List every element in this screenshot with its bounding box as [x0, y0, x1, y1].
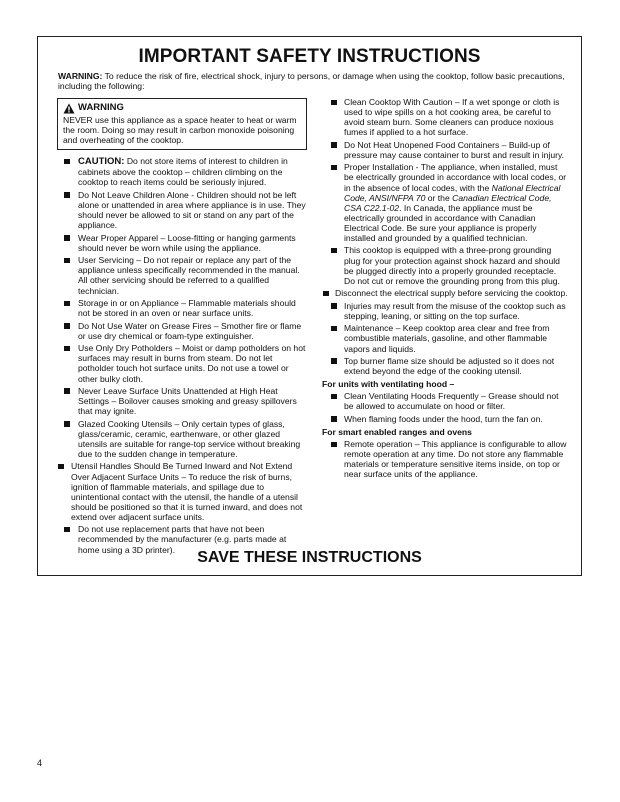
bullet-icon [331, 416, 337, 422]
smart-section-heading: For smart enabled ranges and ovens [322, 426, 472, 437]
warning-heading [63, 103, 300, 114]
list-item [322, 301, 568, 321]
hood-section-heading: For units with ventilating hood – [322, 379, 455, 390]
list-item-text: Wear Proper Apparel – Loose-fitting or hanging garments should never be worn while using the appliance. [78, 232, 296, 253]
right-column [322, 97, 568, 482]
list-item-text: Do not use replacement parts that have not been recommended by the manufacturer (e.g. parts made at home using a 3D printer). [78, 524, 287, 555]
list-item [57, 461, 307, 522]
list-item [322, 439, 568, 479]
list-item-text: Clean Ventilating Hoods Frequently – Grease should not be allowed to accumulate on hood or filter. [344, 391, 559, 412]
warning-box [57, 98, 307, 150]
bullet-icon [64, 192, 70, 198]
list-item-text: Remote operation – This appliance is configurable to allow remote operation at any time. Do not store any flammable materials or temperature sensitive items inside, on top or near surface units of the appliance. [344, 439, 567, 480]
bullet-icon [64, 235, 70, 241]
safety-instructions-frame [37, 36, 582, 576]
bullet-icon [331, 303, 337, 309]
bullet-icon [331, 142, 337, 148]
list-item [322, 323, 568, 353]
left-column [57, 98, 307, 557]
list-item [57, 321, 307, 341]
warning-triangle-icon [63, 103, 75, 114]
list-item [322, 288, 568, 298]
list-item-text: Do Not Heat Unopened Food Containers – Build-up of pressure may cause container to burst and result in injury. [344, 139, 565, 160]
smart-list [322, 439, 568, 479]
bullet-icon [58, 464, 64, 470]
bullet-icon [331, 442, 337, 448]
list-item-text: Maintenance – Keep cooktop area clear and free from combustible materials, gasoline, and other flammable vapors and liquids. [344, 323, 550, 354]
list-item [57, 190, 307, 230]
list-item [57, 156, 307, 187]
save-instructions-heading: SAVE THESE INSTRUCTIONS [197, 549, 422, 566]
page-title: IMPORTANT SAFETY INSTRUCTIONS [138, 46, 481, 67]
bullet-icon [64, 301, 70, 307]
hood-list [322, 391, 568, 424]
list-item [57, 386, 307, 416]
caution-label: CAUTION: [78, 156, 125, 168]
list-item [57, 419, 307, 459]
intro-warning-text: To reduce the risk of fire, electrical shock, injury to persons, or damage when using the cooktop, follow basic precautions, including the following: [58, 71, 565, 92]
bullet-icon [64, 258, 70, 264]
list-item [322, 140, 568, 160]
list-item-text: When flaming foods under the hood, turn the fan on. [344, 413, 543, 424]
list-item-text: User Servicing – Do not repair or replace any part of the appliance unless specifically recommended in the manual. All other servicing should be referred to a qualified technician. [78, 255, 300, 296]
bullet-icon [64, 527, 70, 533]
bullet-icon [64, 346, 70, 352]
page-number: 4 [37, 758, 43, 768]
installation-text-2: or the [425, 192, 453, 203]
installation-code-2: Canadian Electrical Code, CSA C22.1-02 [344, 192, 552, 213]
left-list [57, 156, 307, 554]
list-item-text: Top burner flame size should be adjusted so it does not extend beyond the edge of the cooking utensil. [344, 355, 555, 377]
list-item-text: Storage in or on Appliance – Flammable materials should not be stored in an oven or near surface units. [78, 298, 296, 319]
bullet-icon [331, 326, 337, 332]
bullet-icon [331, 394, 337, 400]
list-item [57, 255, 307, 295]
bullet-icon [64, 388, 70, 394]
intro-warning-label: WARNING: [58, 71, 103, 81]
list-item-text: This cooktop is equipped with a three-prong grounding plug for your protection against shock hazard and should be plugged directly into a properly grounded receptacle. Do not cut or remove the grounding prong from this plug. [344, 245, 560, 286]
list-item-text: Utensil Handles Should Be Turned Inward and Not Extend Over Adjacent Surface Units – To reduce the risk of burns, ignition of flammable materials, and spillage due to unintentional contact with the utensil, the handle of a utensil should be positioned so that it is turned inward, and does not extend over adjacent surface units. [71, 461, 303, 522]
bullet-icon [64, 421, 70, 427]
installation-code-1: National Electrical Code, ANSI/NFPA 70 [344, 182, 561, 203]
installation-text-3: . In Canada, the appliance must be electrically grounded in accordance with Canadian Electrical Code. Be sure your appliance is properly installed and grounded by a qualified technician. [344, 202, 537, 243]
list-item-text: Do not store items of interest to children in cabinets above the cooktop – children climbing on the cooktop to reach items could be seriously injured. [78, 156, 288, 188]
list-item [322, 391, 568, 411]
list-item-text: Do Not Use Water on Grease Fires – Smother fire or flame or use dry chemical or foam-type extinguisher. [78, 320, 302, 341]
list-item-text: Disconnect the electrical supply before servicing the cooktop. [335, 288, 568, 299]
list-item-text: Use Only Dry Potholders – Moist or damp potholders on hot surfaces may result in burns from steam. Do not let potholder touch hot surface units. Do not use a towel or other bulky cloth. [78, 343, 306, 384]
list-item [322, 245, 568, 285]
installation-text-1: Proper Installation - The appliance, when installed, must be electrically grounded in accordance with local codes, or in the absence of local codes, with the [344, 162, 567, 193]
bullet-icon [331, 358, 337, 364]
list-item [322, 356, 568, 376]
bullet-icon [331, 165, 337, 171]
warning-heading-text: WARNING [78, 102, 124, 114]
list-item-text: Injuries may result from the misuse of the cooktop such as stepping, leaning, or sitting on the top surface. [344, 300, 566, 321]
bullet-icon [331, 100, 337, 106]
bullet-icon [323, 291, 329, 297]
list-item [57, 343, 307, 383]
list-item-text: Do Not Leave Children Alone - Children should not be left alone or unattended in area where appliance is in use. They should never be allowed to sit or stand on any part of the appliance. [78, 189, 306, 231]
intro-warning [58, 71, 567, 92]
bullet-icon [64, 159, 70, 165]
list-item-text: Never Leave Surface Units Unattended at High Heat Settings – Boilover causes smoking and greasy spillovers that may ignite. [78, 385, 297, 417]
list-item [57, 298, 307, 318]
right-list [322, 97, 568, 376]
list-item [57, 233, 307, 253]
list-item [322, 162, 568, 243]
bullet-icon [331, 248, 337, 254]
list-item [322, 414, 568, 424]
list-item-text: Clean Cooktop With Caution – If a wet sponge or cloth is used to wipe spills on a hot cooking area, be careful to avoid steam burn. Some cleaners can produce noxious fumes if applied to a hot surface. [344, 97, 560, 138]
list-item-text: Glazed Cooking Utensils – Only certain types of glass, glass/ceramic, ceramic, earthenware, or other glazed utensils are suitable for range-top service without breaking due to the sudden change in temperature. [78, 418, 301, 459]
warning-box-text: NEVER use this appliance as a space heater to heat or warm the room. Doing so may result in carbon monoxide poisoning and overheating of the cooktop. [63, 115, 297, 146]
bullet-icon [64, 323, 70, 329]
list-item [322, 97, 568, 137]
